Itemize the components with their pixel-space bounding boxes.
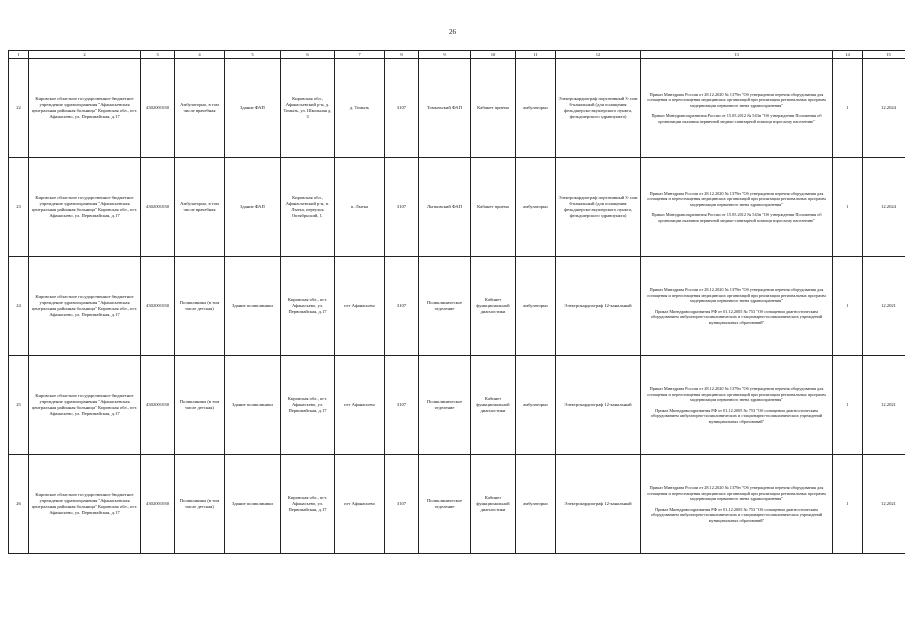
organization-cell: Кировское областное государственное бюджетное учреждение здравоохранения "Афанасьевская центральная районная больница" Кировская обл., пгт. Афанасьево, ул. Первомайская, д.17 <box>29 257 141 356</box>
building-cell: Здание поликлиники <box>225 455 281 554</box>
code-cell: 3107 <box>385 455 419 554</box>
row-number: 26 <box>9 455 29 554</box>
quantity-cell: 1 <box>833 158 863 257</box>
care-type-cell: Поликлиника (в том числе детская) <box>175 257 225 356</box>
care-type-cell: Поликлиника (в том числе детская) <box>175 356 225 455</box>
column-number: 8 <box>385 51 419 59</box>
basis-paragraph: Приказ Минздрава России от 28.12.2020 № 1379н "Об утверждении перечня оборудования для оснащения и переоснащения медицинских организаций при реализации региональных программ модернизации первичного звена здравоохранения" <box>647 485 826 501</box>
unit-cell: Томызьский ФАП <box>419 59 471 158</box>
locality-cell: пгт Афанасьево <box>335 356 385 455</box>
column-number: 7 <box>335 51 385 59</box>
quantity-cell: 1 <box>833 59 863 158</box>
condition-cell: амбулаторно <box>516 59 556 158</box>
inn-cell: 4302001030 <box>141 59 175 158</box>
quantity-cell: 1 <box>833 257 863 356</box>
equipment-cell: Электрокардиограф 12-канальный <box>556 257 641 356</box>
basis-cell <box>641 59 833 158</box>
room-cell: Кабинет функциональной диагностики <box>471 257 516 356</box>
table-row <box>9 59 905 158</box>
organization-cell: Кировское областное государственное бюджетное учреждение здравоохранения "Афанасьевская центральная районная больница" Кировская обл., пгт. Афанасьево, ул. Первомайская, д.17 <box>29 59 141 158</box>
row-number: 23 <box>9 158 29 257</box>
table-row <box>9 158 905 257</box>
column-number: 15 <box>863 51 905 59</box>
basis-paragraph: Приказ Минздрава России от 28.12.2020 № 1379н "Об утверждении перечня оборудования для оснащения и переоснащения медицинских организаций при реализации региональных программ модернизации первичного звена здравоохранения" <box>647 287 826 303</box>
care-type-cell: Поликлиника (в том числе детская) <box>175 455 225 554</box>
basis-cell <box>641 455 833 554</box>
inn-cell: 4302001030 <box>141 455 175 554</box>
equipment-table <box>8 50 905 554</box>
care-type-cell: Амбулаторно, в том числе врачебная <box>175 158 225 257</box>
row-number: 25 <box>9 356 29 455</box>
room-cell: Кабинет функциональной диагностики <box>471 356 516 455</box>
date-cell: 12.2021 <box>863 356 905 455</box>
code-cell: 3107 <box>385 59 419 158</box>
date-cell: 12.2024 <box>863 158 905 257</box>
column-number: 4 <box>175 51 225 59</box>
basis-paragraph: Приказ Минздрава России от 28.12.2020 № 1379н "Об утверждении перечня оборудования для оснащения и переоснащения медицинских организаций при реализации региональных программ модернизации первичного звена здравоохранения" <box>647 91 826 108</box>
column-number: 13 <box>641 51 833 59</box>
column-number: 3 <box>141 51 175 59</box>
condition-cell: амбулаторно <box>516 356 556 455</box>
code-cell: 3107 <box>385 158 419 257</box>
table-row <box>9 356 905 455</box>
equipment-cell: Электрокардиограф 12-канальный <box>556 356 641 455</box>
unit-cell: Поликлиническое отделение <box>419 356 471 455</box>
table-row <box>9 455 905 554</box>
address-cell: Кировская обл., Афанасьевский р-н, п. Лытка, переулок Октябрьский, 1. <box>281 158 335 257</box>
unit-cell: Поликлиническое отделение <box>419 257 471 356</box>
date-cell: 12.2021 <box>863 257 905 356</box>
column-number: 11 <box>516 51 556 59</box>
code-cell: 3107 <box>385 356 419 455</box>
address-cell: Кировская обл., пгт. Афанасьево, ул. Первомайская, д.17 <box>281 455 335 554</box>
column-number: 12 <box>556 51 641 59</box>
condition-cell: амбулаторно <box>516 158 556 257</box>
building-cell: Здание ФАП <box>225 158 281 257</box>
locality-cell: д. Томызь <box>335 59 385 158</box>
building-cell: Здание поликлиники <box>225 257 281 356</box>
room-cell: Кабинет функциональной диагностики <box>471 455 516 554</box>
quantity-cell: 1 <box>833 455 863 554</box>
basis-paragraph: Приказ Минздрава России от 28.12.2020 № 1379н "Об утверждении перечня оборудования для оснащения и переоснащения медицинских организаций при реализации региональных программ модернизации первичного звена здравоохранения" <box>647 386 826 402</box>
address-cell: Кировская обл., пгт. Афанасьево, ул. Первомайская, д.17 <box>281 356 335 455</box>
column-number: 6 <box>281 51 335 59</box>
equipment-cell: Электрокардиограф 12-канальный <box>556 455 641 554</box>
locality-cell: пгт Афанасьево <box>335 455 385 554</box>
code-cell: 3107 <box>385 257 419 356</box>
basis-paragraph: Приказ Минздравсоцразвития РФ от 01.12.2005 № 753 "Об оснащении диагностическим оборудованием амбулаторно-поликлинических и стационарно-поликлинических учреждений муниципальных образований" <box>650 407 823 424</box>
unit-cell: Поликлиническое отделение <box>419 455 471 554</box>
basis-paragraph: Приказ Минздравсоцразвития России от 15.05.2012 № 543н "Об утверждении Положения об организации оказания первичной медико-санитарной помощи взрослому населению" <box>651 212 822 223</box>
basis-cell <box>641 158 833 257</box>
table-row <box>9 257 905 356</box>
room-cell: Кабинет приема <box>471 158 516 257</box>
date-cell: 12.2021 <box>863 455 905 554</box>
basis-paragraph: Приказ Минздрава России от 28.12.2020 № 1379н "Об утверждении перечня оборудования для оснащения и переоснащения медицинских организаций при реализации региональных программ модернизации первичного звена здравоохранения" <box>647 190 826 207</box>
care-type-cell: Амбулаторно, в том числе врачебная <box>175 59 225 158</box>
basis-cell <box>641 356 833 455</box>
quantity-cell: 1 <box>833 356 863 455</box>
organization-cell: Кировское областное государственное бюджетное учреждение здравоохранения "Афанасьевская центральная районная больница" Кировская обл., пгт. Афанасьево, ул. Первомайская, д.17 <box>29 455 141 554</box>
room-cell: Кабинет приема <box>471 59 516 158</box>
inn-cell: 4302001030 <box>141 356 175 455</box>
locality-cell: пгт Афанасьево <box>335 257 385 356</box>
inn-cell: 4302001030 <box>141 158 175 257</box>
date-cell: 12.2024 <box>863 59 905 158</box>
basis-paragraph: Приказ Минздравсоцразвития России от 15.05.2012 № 543н "Об утверждении Положения об организации оказания первичной медико-санитарной помощи взрослому населению" <box>651 113 822 124</box>
building-cell: Здание ФАП <box>225 59 281 158</box>
column-number: 9 <box>419 51 471 59</box>
basis-paragraph: Приказ Минздравсоцразвития РФ от 01.12.2005 № 753 "Об оснащении диагностическим оборудованием амбулаторно-поликлинических и стационарно-поликлинических учреждений муниципальных образований" <box>650 308 823 325</box>
column-number-row <box>9 51 905 59</box>
organization-cell: Кировское областное государственное бюджетное учреждение здравоохранения "Афанасьевская центральная районная больница" Кировская обл., пгт. Афанасьево, ул. Первомайская, д.17 <box>29 356 141 455</box>
condition-cell: амбулаторно <box>516 455 556 554</box>
equipment-cell: Электрокардиограф портативный 3- или 6-канальный (для оснащения фельдшерско-акушерского пункта, фельдшерского здравпункта) <box>556 158 641 257</box>
page-number: 26 <box>449 28 456 36</box>
column-number: 10 <box>471 51 516 59</box>
inn-cell: 4302001030 <box>141 257 175 356</box>
basis-paragraph: Приказ Минздравсоцразвития РФ от 01.12.2005 № 753 "Об оснащении диагностическим оборудованием амбулаторно-поликлинических и стационарно-поликлинических учреждений муниципальных образований" <box>650 506 823 523</box>
column-number: 2 <box>29 51 141 59</box>
building-cell: Здание поликлиники <box>225 356 281 455</box>
organization-cell: Кировское областное государственное бюджетное учреждение здравоохранения "Афанасьевская центральная районная больница" Кировская обл., пгт. Афанасьево, ул. Первомайская, д.17 <box>29 158 141 257</box>
row-number: 24 <box>9 257 29 356</box>
column-number: 14 <box>833 51 863 59</box>
basis-cell <box>641 257 833 356</box>
unit-cell: Лытковский ФАП <box>419 158 471 257</box>
column-number: 1 <box>9 51 29 59</box>
row-number: 22 <box>9 59 29 158</box>
equipment-cell: Электрокардиограф портативный 3- или 6-канальный (для оснащения фельдшерско-акушерского пункта, фельдшерского здравпункта) <box>556 59 641 158</box>
condition-cell: амбулаторно <box>516 257 556 356</box>
address-cell: Кировская обл., Афанасьевский р-н, д. Томызь, ул. Школьная д. 3 <box>281 59 335 158</box>
address-cell: Кировская обл., пгт. Афанасьево, ул. Первомайская, д.17 <box>281 257 335 356</box>
locality-cell: п. Лытка <box>335 158 385 257</box>
column-number: 5 <box>225 51 281 59</box>
